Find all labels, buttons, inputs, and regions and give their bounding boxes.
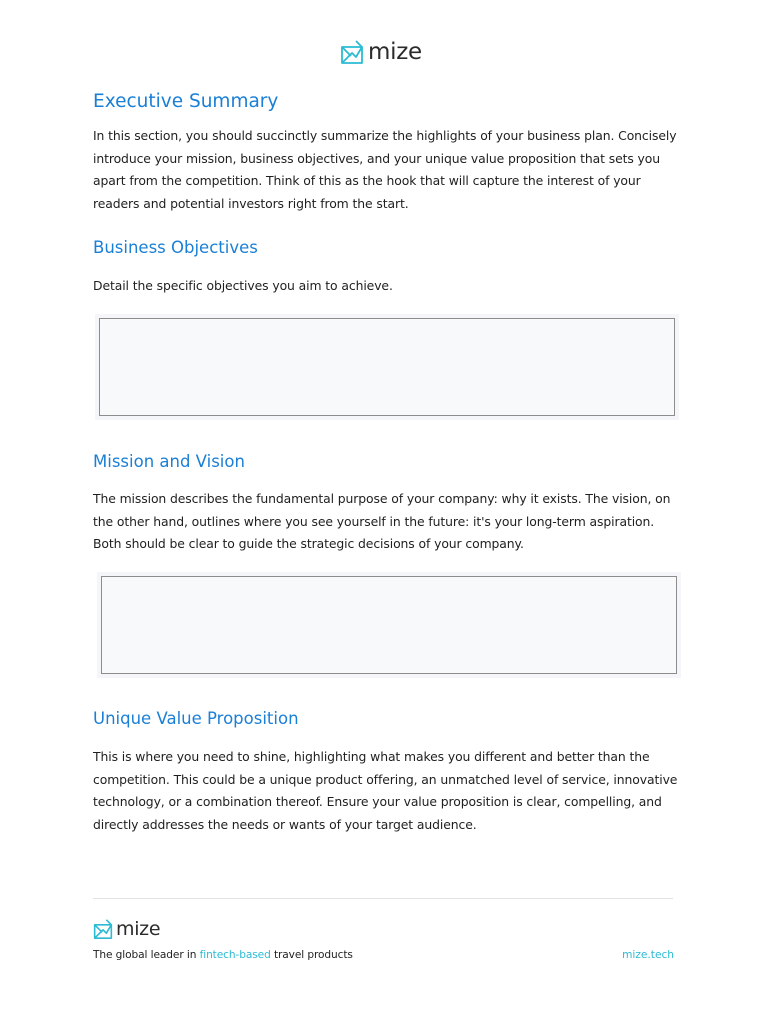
header-logo bbox=[340, 38, 422, 66]
footer-logo-wordmark: mize bbox=[116, 917, 161, 940]
section-body-executive-summary: In this section, you should succinctly summarize the highlights of your business plan. Concisely introduce your mission, business objectives, and your unique value proposition that sets you apart from the competition. Think of this as the hook that will capture the interest of your readers and potential investors right from the start. bbox=[93, 128, 677, 211]
tagline-highlight: fintech-based bbox=[199, 949, 271, 961]
section-body-unique-value-proposition: This is where you need to shine, highlighting what makes you different and better than the competition. This could be a unique product offering, an unmatched level of service, innovative technology, or a combination thereof. Ensure your value proposition is clear, compelling, and directly addresses the needs or wants of your target audience. bbox=[93, 749, 678, 832]
tagline-prefix: The global leader in bbox=[93, 949, 200, 961]
mize-logo-icon bbox=[340, 39, 364, 65]
tagline-suffix: travel products bbox=[270, 949, 353, 961]
mission-vision-field-wrapper bbox=[97, 572, 681, 678]
business-objectives-text-field[interactable] bbox=[99, 318, 675, 416]
footer-tagline bbox=[93, 949, 353, 961]
mission-vision-text-field[interactable] bbox=[101, 576, 677, 674]
section-title-executive-summary: Executive Summary bbox=[93, 91, 279, 112]
footer-divider bbox=[93, 898, 673, 899]
footer-logo bbox=[93, 918, 160, 940]
section-body-mission-vision: The mission describes the fundamental purpose of your company: why it exists. The vision, on the other hand, outlines where you see yourself in the future: it's your long-term aspiration. Both should be clear to guide the strategic decisions of your company. bbox=[93, 491, 671, 552]
section-title-business-objectives: Business Objectives bbox=[93, 238, 258, 257]
mize-logo-icon bbox=[93, 918, 113, 940]
logo-wordmark: mize bbox=[368, 38, 422, 65]
section-title-mission-vision: Mission and Vision bbox=[93, 452, 245, 471]
footer-website-link[interactable]: mize.tech bbox=[622, 949, 674, 961]
business-objectives-field-wrapper bbox=[95, 314, 679, 420]
section-title-unique-value-proposition: Unique Value Proposition bbox=[93, 709, 299, 728]
section-body-business-objectives: Detail the specific objectives you aim to achieve. bbox=[93, 278, 393, 293]
